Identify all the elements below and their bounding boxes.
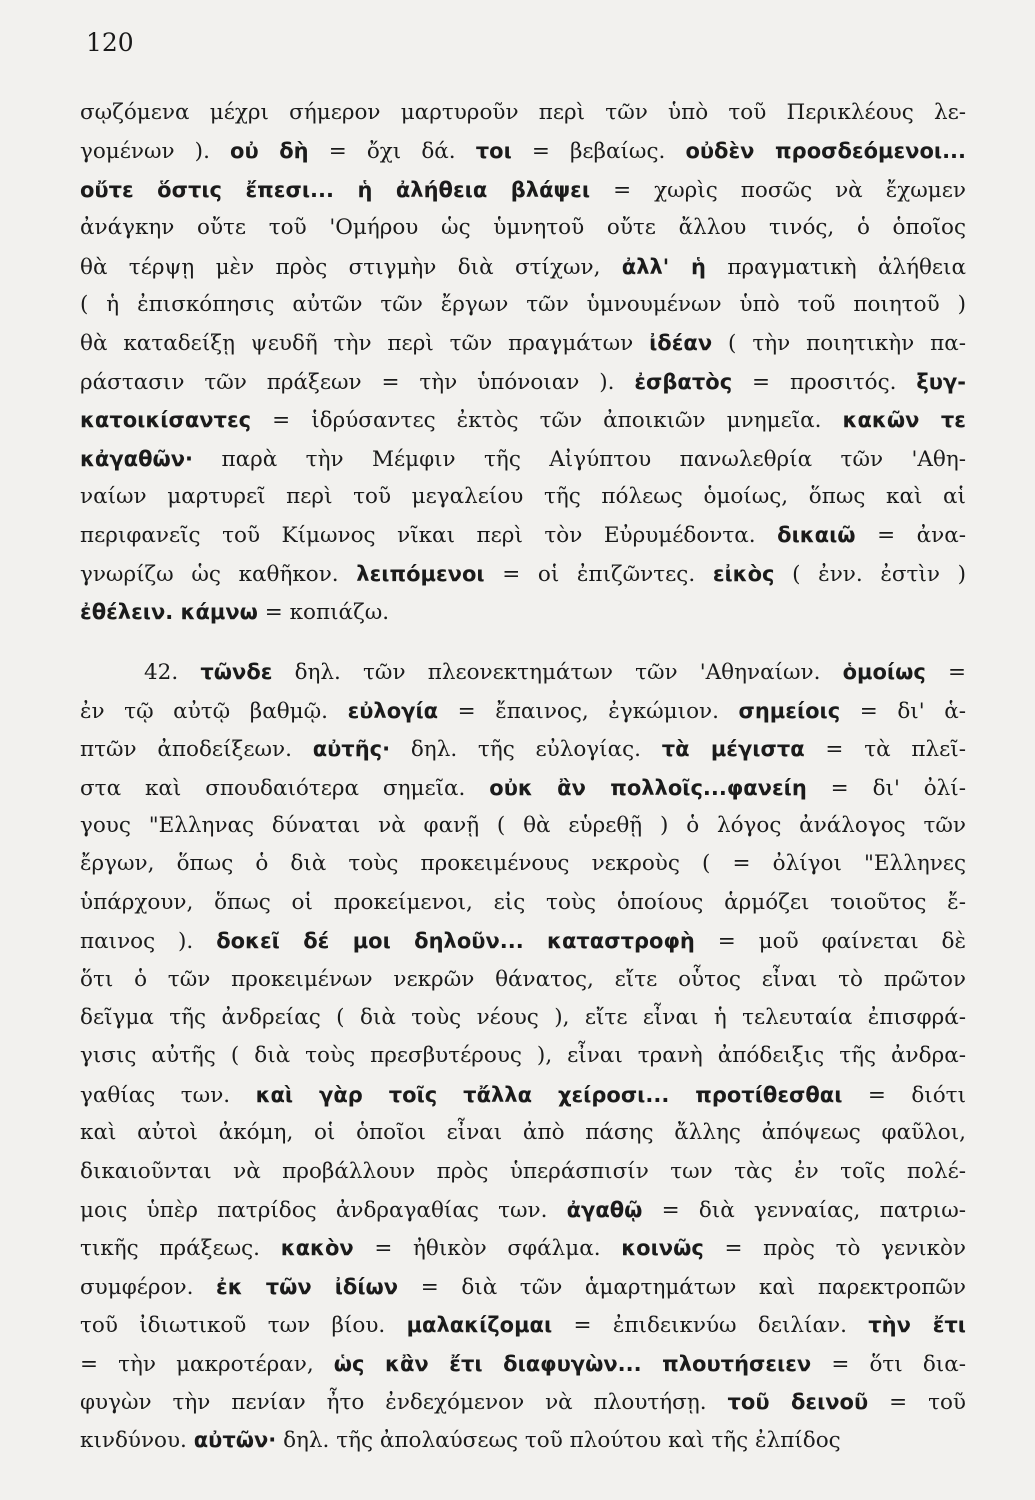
lemma-term: αὐτῆς· [312,737,391,762]
text-line [80,1421,966,1459]
text-line [80,132,966,170]
gloss-text: = δι' ἁ- [840,698,966,724]
text-line [80,1191,966,1229]
gloss-text: πραγματικὴ ἀλήθεια [705,254,967,280]
gloss-text: ὑπάρχουν, ὅπως οἱ προκείμενοι, εἰς τοὺς ὁποίους ἁρμόζει τοιοῦτος ἔ- [80,889,966,915]
text-line [80,401,966,439]
text-line [80,807,966,845]
commentary-text [80,94,966,1460]
gloss-text: ράστασιν τῶν πράξεων = τὴν ὑπόνοιαν ). [80,369,635,395]
text-line [80,593,966,631]
gloss-text: = οἱ ἐπιζῶντες. [484,561,713,587]
lemma-term: οὐδὲν προσδεόμενοι... [685,139,967,164]
gloss-text: δηλ. τῶν πλεονεκτημάτων τῶν 'Αθηναίων. [272,660,843,686]
gloss-text: = διὰ τῶν ἁμαρτημάτων καὶ παρεκτροπῶν [398,1274,966,1300]
gloss-text: τικῆς πράξεως. [80,1236,281,1262]
lemma-term: οὐ δὴ [230,139,309,164]
lemma-term: τὴν ἔτι [868,1313,966,1338]
gloss-text: καὶ αὐτοὶ ἀκόμη, οἱ ὁποῖοι εἶναι ἀπὸ πάσης ἄλλης ἀπόψεως φαῦλοι, [80,1120,966,1146]
text-line [80,999,966,1037]
text-line [80,171,966,209]
gloss-text: ναίων μαρτυρεῖ περὶ τοῦ μεγαλείου τῆς πόλεως ὁμοίως, ὅπως καὶ αἱ [80,483,966,509]
text-line [80,653,966,691]
text-line [80,1229,966,1267]
gloss-text: σῳζόμενα μέχρι σήμερον μαρτυροῦν περὶ τῶν ὑπὸ τοῦ Περικλέους λε- [80,100,966,125]
lemma-term: οὔτε ὅστις ἔπεσι... ἡ ἀλήθεια βλάψει [80,177,591,202]
gloss-text: = προσιτός. [732,369,917,395]
gloss-text: γαθίας των. [80,1082,256,1108]
gloss-text: παινος ). [80,929,217,955]
lemma-term: καὶ γὰρ τοῖς τἄλλα χείροσι... προτίθεσθαι [255,1082,843,1107]
text-line [80,1114,966,1152]
gloss-text: ὅτι ὁ τῶν προκειμένων νεκρῶν θάνατος, εἴτε οὗτος εἶναι τὸ πρῶτον [80,966,966,992]
gloss-text: δηλ. τῆς ἀπολαύσεως τοῦ πλούτου καὶ τῆς ἐλπίδος [276,1428,841,1454]
paragraph [80,94,966,631]
lemma-term: ξυγ- [916,369,966,394]
text-line [80,922,966,960]
gloss-text: 42. [144,660,201,686]
text-line [80,440,966,478]
text-line [80,248,966,286]
lemma-term: κακῶν τε [842,408,966,433]
gloss-text: = τὰ πλεῖ- [804,737,966,763]
gloss-text: ἐν τῷ αὐτῷ βαθμῷ. [80,698,348,724]
gloss-text: περιφανεῖς τοῦ Κίμωνος νῖκαι περὶ τὸν Εὐρυμέδοντα. [80,523,778,549]
lemma-term: ἐθέλειν. κάμνω [80,600,258,625]
gloss-text: δικαιοῦνται νὰ προβάλλουν πρὸς ὑπεράσπισίν των τὰς ἐν τοῖς πολέ- [80,1158,966,1184]
gloss-text: πτῶν ἀποδείξεων. [80,737,313,763]
text-line [80,845,966,883]
gloss-text: δηλ. τῆς εὐλογίας. [390,737,662,763]
gloss-text: θὰ τέρψῃ μὲν πρὸς στιγμὴν διὰ στίχων, [80,254,622,280]
lemma-term: οὐκ ἂν πολλοῖς...φανείη [489,775,807,800]
gloss-text: = διὰ γενναίας, πατριω- [642,1197,966,1223]
lemma-term: αὐτῶν· [193,1428,277,1453]
text-line [80,555,966,593]
text-line [80,1306,966,1344]
gloss-text: γομένων ). [80,139,231,165]
text-line [80,1268,966,1306]
gloss-text: στα καὶ σπουδαιότερα σημεῖα. [80,775,490,801]
text-line [80,1037,966,1075]
gloss-text: ( ἐνν. ἐστὶν ) [774,561,966,587]
text-line [80,209,966,247]
gloss-text: ἀνάγκην οὔτε τοῦ 'Ομήρου ὡς ὑμνητοῦ οὔτε ἄλλου τινός, ὁ ὁποῖος [80,215,966,241]
text-line [80,1153,966,1191]
gloss-text: = τὴν μακροτέραν, [80,1351,334,1377]
gloss-text: ( ἡ ἐπισκόπησις αὐτῶν τῶν ἔργων τῶν ὑμνουμένων ὑπὸ τοῦ ποιητοῦ ) [80,291,966,317]
gloss-text: = χωρὶς ποσῶς νὰ ἔχωμεν [590,177,966,203]
gloss-text: ἔργων, ὅπως ὁ διὰ τοὺς προκειμένους νεκροὺς ( = ὀλίγοι "Ελληνες [80,851,966,877]
gloss-text: μοις ὑπὲρ πατρίδος ἀνδραγαθίας των. [80,1197,567,1223]
gloss-text: = [925,660,966,686]
gloss-text: = ἀνα- [855,523,966,549]
lemma-term: κἀγαθῶν· [80,446,194,471]
lemma-term: τοῦ δεινοῦ [727,1389,869,1414]
lemma-term: ἐσβατὸς [634,369,733,394]
lemma-term: ἀλλ' ἡ [621,254,706,279]
gloss-text: = πρὸς τὸ γενικὸν [703,1236,967,1262]
text-line [80,516,966,554]
text-line [80,478,966,516]
lemma-term: εἰκὸς [712,561,775,586]
text-line [80,1345,966,1383]
gloss-text: γισις αὐτῆς ( διὰ τοὺς πρεσβυτέρους ), εἶναι τρανὴ ἀπόδειξις τῆς ἀνδρα- [80,1043,966,1069]
gloss-text: φυγὼν τὴν πενίαν ἦτο ἐνδεχόμενον νὰ πλουτήσῃ. [80,1389,728,1415]
gloss-text: γους "Ελληνας δύναται νὰ φανῇ ( θὰ εὑρεθῇ ) ὁ λόγος ἀνάλογος τῶν [80,813,966,839]
lemma-term: τοι [475,139,512,164]
gloss-text: = διότι [842,1082,966,1108]
gloss-text: κινδύνου. [80,1428,194,1454]
lemma-term: εὐλογία [347,698,439,723]
lemma-term: ἰδέαν [649,331,713,356]
gloss-text: = ἔπαινος, ἐγκώμιον. [438,698,739,724]
lemma-term: κατοικίσαντες [80,408,252,433]
gloss-text: συμφέρον. [80,1274,217,1300]
lemma-term: δοκεῖ δέ μοι δηλοῦν... καταστροφὴ [216,929,695,954]
gloss-text: ( τὴν ποιητικὴν πα- [712,331,967,357]
lemma-term: δικαιῶ [777,523,856,548]
text-line [80,1076,966,1114]
gloss-text: θὰ καταδείξῃ ψευδῆ τὴν περὶ τῶν πραγμάτων [80,331,650,357]
lemma-term: τῶνδε [200,660,273,685]
gloss-text: = ἐπιδεικνύω δειλίαν. [552,1313,869,1339]
lemma-term: ὡς κἂν ἔτι διαφυγὼν... πλουτήσειεν [333,1351,812,1376]
text-line [80,286,966,324]
gloss-text: = ἱδρύσαντες ἐκτὸς τῶν ἀποικιῶν μνημεῖα. [251,408,843,434]
text-line [80,94,966,132]
gloss-text: παρὰ τὴν Μέμφιν τῆς Αἰγύπτου πανωλεθρία τῶν 'Αθη- [193,446,966,472]
gloss-text: γνωρίζω ὡς καθῆκον. [80,561,357,587]
lemma-term: ὁμοίως [842,660,926,685]
text-line [80,961,966,999]
lemma-term: μαλακίζομαι [406,1313,553,1338]
text-line [80,884,966,922]
lemma-term: ἐκ τῶν ἰδίων [216,1274,399,1299]
gloss-text: = βεβαίως. [511,139,686,165]
gloss-text: = μοῦ φαίνεται δὲ [694,929,967,955]
gloss-text: = ὄχι δά. [308,139,476,165]
gloss-text: = κοπιάζω. [257,600,390,626]
gloss-text: = δι' ὀλί- [806,775,966,801]
text-line [80,324,966,362]
text-line [80,363,966,401]
text-line [80,769,966,807]
gloss-text: τοῦ ἰδιωτικοῦ των βίου. [80,1313,407,1339]
lemma-term: κοινῶς [621,1236,704,1261]
paragraph [80,653,966,1459]
lemma-term: λειπόμενοι [356,561,485,586]
lemma-term: σημείοις [738,698,841,723]
text-line [80,730,966,768]
text-line [80,692,966,730]
gloss-text: = ἠθικὸν σφάλμα. [353,1236,622,1262]
lemma-term: τὰ μέγιστα [661,737,805,762]
text-line [80,1383,966,1421]
gloss-text: = τοῦ [868,1389,966,1415]
gloss-text: = ὅτι δια- [811,1351,966,1377]
lemma-term: ἀγαθῷ [566,1197,643,1222]
page-number: 120 [86,28,134,57]
gloss-text: δεῖγμα τῆς ἀνδρείας ( διὰ τοὺς νέους ), εἴτε εἶναι ἡ τελευταία ἐπισφρά- [80,1004,966,1030]
lemma-term: κακὸν [280,1236,354,1261]
